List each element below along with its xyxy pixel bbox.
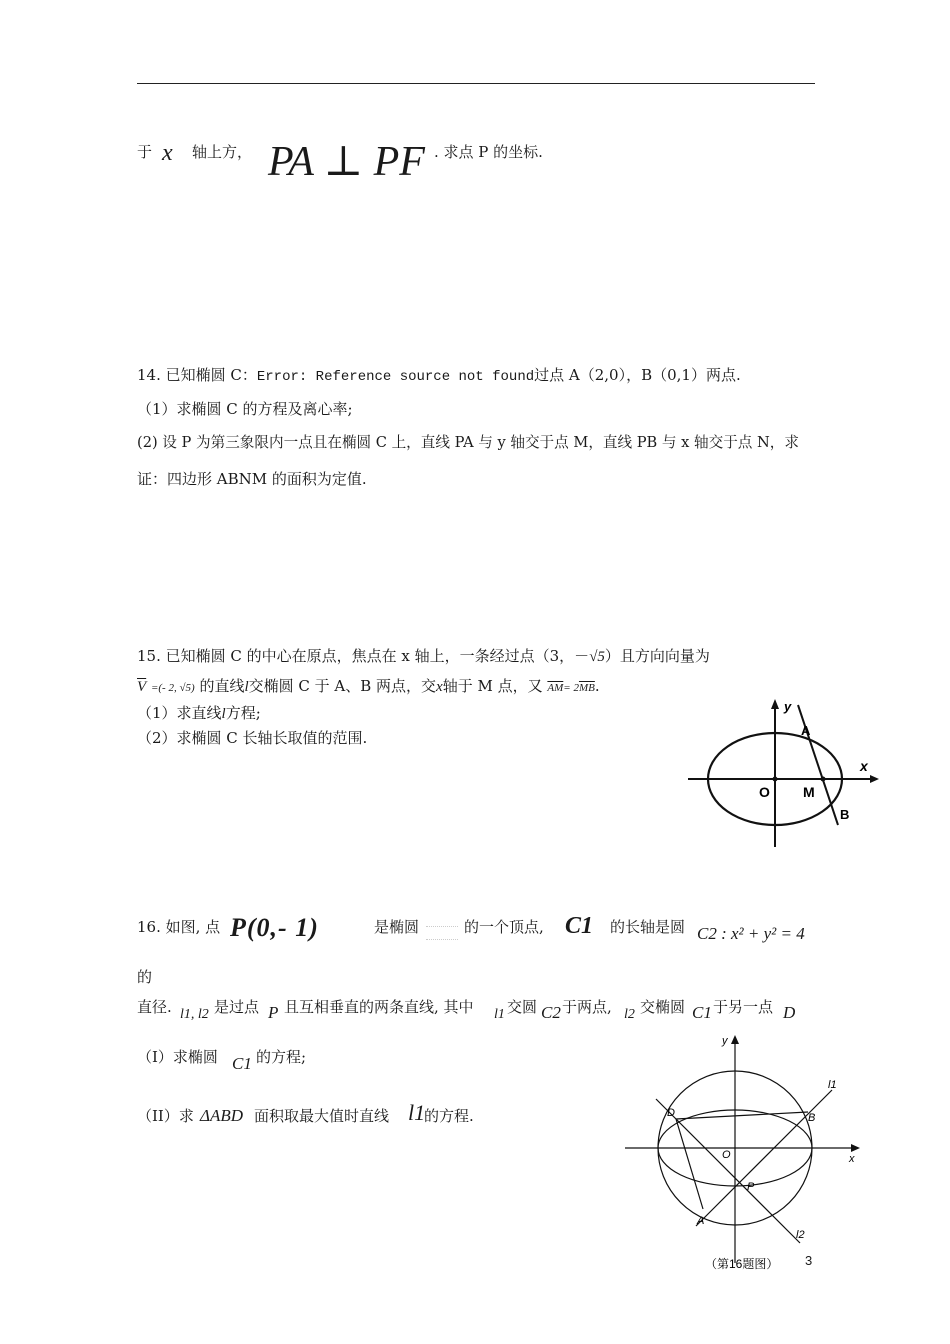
q15-part2: （2）求椭圆 C 长轴长取值的范围.: [137, 729, 368, 747]
q16-label-l2: l2: [796, 1229, 805, 1241]
q16-de: 的: [137, 968, 153, 986]
q15-label-m: M: [803, 784, 815, 800]
q16-y-arrow-icon: [731, 1035, 739, 1044]
q16-line2-c: 且互相垂直的两条直线, 其中: [284, 998, 474, 1016]
q15-part1-l: l: [221, 706, 226, 722]
q16-label-d: D: [667, 1107, 675, 1119]
q16-line2-g: 于另一点: [713, 998, 774, 1016]
top-x-var: x: [162, 140, 173, 166]
q15-vec-eq: =(- 2, √5): [150, 682, 195, 694]
q15-vec-am: $\overline{AM}$: [547, 682, 564, 694]
q15-part1-a: （1）求直线: [137, 704, 222, 722]
q16-c2-eq: C2 : x² + y² = 4: [697, 924, 805, 943]
q16-lead: 16. 如图, 点: [137, 918, 221, 936]
q14-error-text: Error: Reference source not found: [256, 369, 535, 385]
top-text-mid: 轴上方，: [192, 143, 253, 161]
q16-line2-e: 于两点,: [562, 998, 612, 1016]
q15-part1-b: 方程;: [225, 704, 261, 722]
q16-line2-f: 交椭圆: [640, 998, 686, 1016]
q16-line2-a: 直径.: [137, 998, 172, 1016]
q15-vec-mb: $\overline{MB}$: [578, 682, 595, 694]
top-text-post: . 求点 P 的坐标.: [434, 143, 543, 161]
q15-part1: [137, 702, 261, 723]
q16-l2: l2: [624, 1007, 635, 1022]
q14-tail: 过点 A（2,0），B（0,1）两点.: [534, 366, 741, 384]
q16-l1l2: l1, l2: [180, 1007, 209, 1022]
top-text-pre: 于: [137, 143, 153, 161]
q16-is-vertex: 是椭圆: [374, 918, 420, 936]
q15-x-arrow-icon: [870, 775, 879, 783]
q14-part1: （1）求椭圆 C 的方程及离心率;: [137, 400, 353, 418]
q16-line2-d: 交圆: [507, 998, 538, 1016]
q15-figure: [680, 695, 880, 855]
q16-line-l2: [656, 1099, 800, 1243]
q15-line2-b: 交椭圆 C 于 A、B 两点，交: [248, 677, 437, 695]
q16-caption: （第16题图）: [705, 1257, 779, 1271]
q16-d: D: [783, 1003, 796, 1022]
q16-part2-l1: l1: [408, 1100, 426, 1125]
q16-triangle: ΔABD: [200, 1106, 244, 1125]
q16-label-l1: l1: [828, 1079, 837, 1091]
q16-part1-b: 的方程;: [256, 1048, 307, 1066]
q16-c1: C1: [692, 1003, 712, 1022]
q16-label-o: O: [722, 1149, 731, 1161]
q15-label-b: B: [840, 807, 850, 822]
q15-label-x: x: [860, 758, 868, 774]
q16-part2-b: 面积取最大值时直线: [254, 1107, 390, 1125]
q15-line1: [137, 645, 710, 666]
q16-part2-c: 的方程.: [424, 1107, 474, 1125]
q16-label-b: B: [808, 1112, 816, 1124]
q14-lead: 14. 已知椭圆 C：: [137, 366, 257, 384]
q15-line2-a: 的直线: [199, 677, 245, 695]
top-formula: PA ⊥ PF: [268, 139, 425, 185]
q16-l1: l1: [494, 1007, 505, 1022]
q14-part2-line1: (2) 设 P 为第三象限内一点且在椭圆 C 上，直线 PA 与 y 轴交于点 M，直线 PB 与 x 轴交于点 N，求: [137, 434, 799, 451]
q16-vertex-of: 的一个顶点,: [464, 918, 544, 936]
q16-figure: [620, 1030, 870, 1280]
q15-l-var: l: [244, 679, 249, 695]
q15-y-arrow-icon: [771, 699, 779, 709]
q14-part2-line2: 证：四边形 ABNM 的面积为定值.: [137, 470, 367, 488]
q14-line1: [137, 364, 741, 385]
q16-label-y: y: [722, 1035, 728, 1047]
q16-label-x: x: [849, 1153, 855, 1165]
q16-label-a: A: [697, 1215, 705, 1227]
q16-part1-c1: C1: [232, 1054, 252, 1073]
q15-line1-b: ）且方向向量为: [604, 647, 710, 665]
q16-major-axis: 的长轴是圆: [610, 918, 686, 936]
q16-label-p: P: [747, 1181, 755, 1193]
q15-dot: .: [594, 677, 600, 695]
header-rule: [137, 83, 815, 84]
q16-c2: C2: [541, 1003, 561, 1022]
q15-vec-v: $\overline{V}$: [137, 679, 147, 695]
q15-origin-dot: [773, 777, 778, 782]
q15-m-dot: [821, 777, 826, 782]
q15-label-y: y: [784, 699, 792, 714]
page-number: 3: [805, 1253, 813, 1268]
q15-line1-a: 15. 已知椭圆 C 的中心在原点，焦点在 x 轴上，一条经过点（3，－: [137, 647, 590, 665]
q16-p-formula: P(0,- 1): [230, 913, 319, 942]
q16-p-var: P: [268, 1003, 279, 1022]
q15-eq2: = 2: [563, 682, 579, 694]
q16-x-arrow-icon: [851, 1144, 860, 1152]
q16-ellipse-eq-placeholder: [426, 926, 458, 940]
q16-c1-big: C1: [565, 913, 594, 939]
q15-label-a: A: [801, 723, 811, 738]
q15-x-var: x: [436, 679, 443, 695]
q16-line2-b: 是过点: [214, 998, 260, 1016]
q16-part2-a: （II）求: [137, 1107, 194, 1125]
q16-part1-a: （I）求椭圆: [137, 1048, 218, 1066]
q15-label-o: O: [759, 784, 770, 800]
q15-sqrt5: √5: [589, 649, 605, 665]
q15-line2-c: 轴于 M 点，又: [442, 677, 543, 695]
q15-line2: [137, 675, 600, 696]
